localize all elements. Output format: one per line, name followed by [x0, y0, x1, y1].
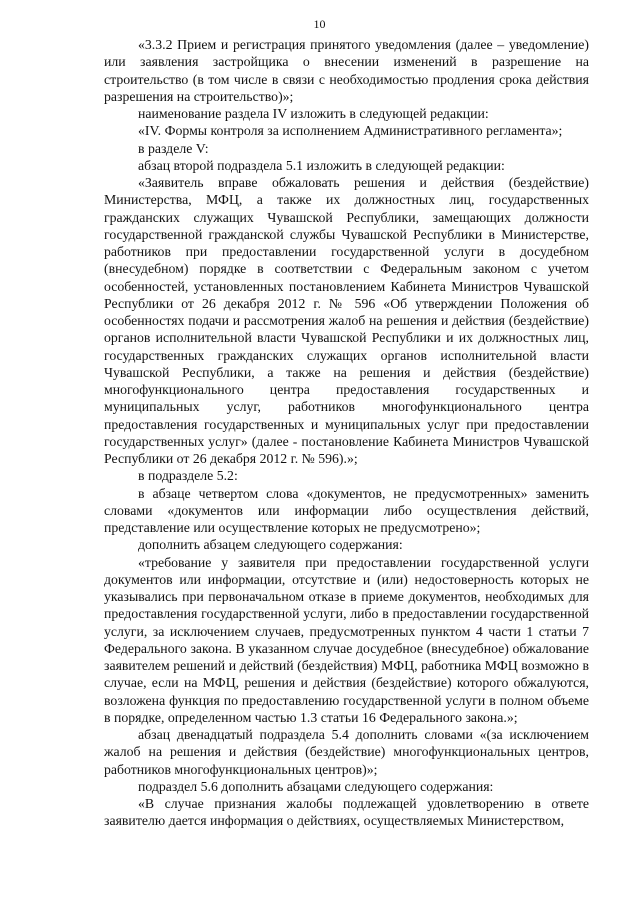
paragraph: наименование раздела IV изложить в следующей редакции:: [138, 106, 489, 121]
paragraph: подраздел 5.6 дополнить абзацами следующего содержания:: [138, 778, 494, 794]
paragraph: в подразделе 5.2:: [138, 468, 238, 484]
paragraph: абзац второй подраздела 5.1 изложить в следующей редакции:: [138, 157, 505, 173]
paragraph: абзац двенадцатый подраздела 5.4 дополнить словами «(за исключением жалоб на решения и действия (бездействие) многофункциональных центров, работников многофункциональных центров)»;: [104, 727, 589, 777]
paragraph: «3.3.2 Прием и регистрация принятого уведомления (далее – уведомление) или заявления застройщика о внесении изменений в разрешение на строительство (в том числе в связи с необходимостью продления срока действия разрешения на строительство)»;: [104, 37, 589, 104]
paragraph: в абзаце четвертом слова «документов, не предусмотренных» заменить словами «документов или информации либо осуществления действий, представление или осуществление которых не предусмотрено»;: [104, 485, 589, 535]
paragraph: дополнить абзацем следующего содержания:: [138, 537, 403, 553]
paragraph: «Заявитель вправе обжаловать решения и действия (бездействие) Министерства, МФЦ, а также их должностных лиц, государственных гражданских служащих Чувашской Республики, замещающих должности государственной гражданской службы Чувашской Республики в Министерстве, работников при предоставлении государственной услуги в досудебном (внесудебном) порядке в соответствии с Федеральным законом с учетом особенностей, установленных постановлением Кабинета Министров Чувашской Республики от 26 декабря 2012 г. № 596 «Об утверждении Положения об особенностях подачи и рассмотрения жалоб на решения и действия (бездействие) органов исполнительной власти Чувашской Республики и их должностных лиц, государственных гражданских служащих органов исполнительной власти Чувашской Республики, а также на решения и действия (бездействие) многофункционального центра предоставления государственных и муниципальных услуг, работников многофункционального центра предоставления государственных и муниципальных услуг при предоставлении государственных услуг» (далее - постановление Кабинета Министров Чувашской Республики от 26 декабря 2012 г. № 596).»;: [104, 175, 589, 466]
paragraph: «требование у заявителя при предоставлении государственной услуги документов или информации, отсутствие и (или) недостоверность которых не указывались при первоначальном отказе в приеме документов, необходимых для предоставления государственной услуги, либо в предоставлении государственной услуги, за исключением случаев, предусмотренных пунктом 4 части 1 статьи 7 Федерального закона. В указанном случае досудебное (внесудебное) обжалование заявителем решений и действий (бездействия) МФЦ, работника МФЦ возможно в случае, если на МФЦ, решения и действия (бездействие) которого обжалуются, возложена функция по предоставлению государственной услуги в полном объеме в порядке, определенном частью 1.3 статьи 16 Федерального закона.»;: [104, 554, 589, 725]
paragraph: «В случае признания жалобы подлежащей удовлетворению в ответе заявителю дается информация о действиях, осуществляемых Министерством,: [104, 796, 589, 829]
paragraph: в разделе V:: [138, 140, 209, 156]
paragraph: «IV. Формы контроля за исполнением Административного регламента»;: [138, 123, 563, 139]
page-number: 10: [313, 17, 326, 31]
document-body: [104, 36, 589, 830]
